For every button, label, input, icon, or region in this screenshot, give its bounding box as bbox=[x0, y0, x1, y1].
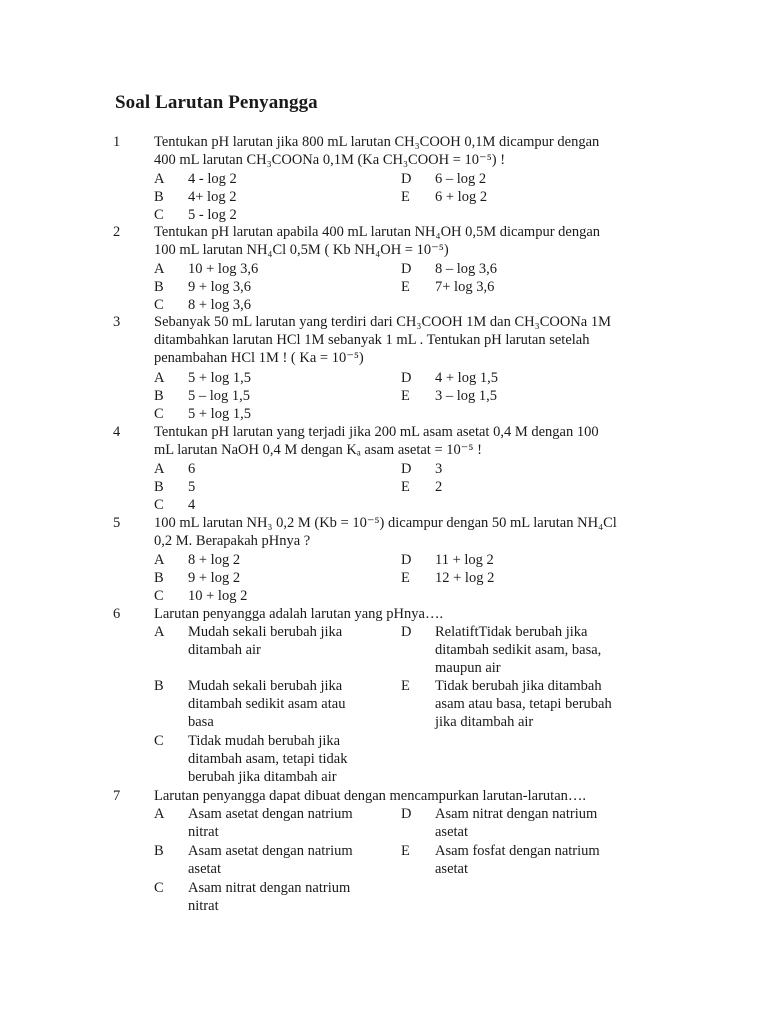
option-letter: C bbox=[154, 406, 164, 422]
question-text bbox=[154, 423, 654, 459]
question-text bbox=[154, 133, 654, 169]
option-letter: E bbox=[401, 479, 410, 495]
option-letter: B bbox=[154, 279, 164, 295]
question-number: 4 bbox=[113, 424, 121, 440]
question-number: 1 bbox=[113, 134, 121, 150]
option-text: 5 + log 1,5 bbox=[188, 370, 251, 386]
question-line: Larutan penyangga dapat dibuat dengan mencampurkan larutan-larutan…. bbox=[154, 788, 587, 804]
option-letter: A bbox=[154, 552, 165, 568]
option-text: Tidak mudah berubah jika ditambah asam, tetapi tidak berubah jika ditambah air bbox=[188, 733, 348, 786]
option-letter: B bbox=[154, 843, 164, 859]
question-text bbox=[154, 605, 654, 623]
option-letter: B bbox=[154, 570, 164, 586]
option-text: 10 + log 3,6 bbox=[188, 261, 259, 277]
option-text: 8 – log 3,6 bbox=[435, 261, 498, 277]
option-text: 12 + log 2 bbox=[435, 570, 495, 586]
option-letter: A bbox=[154, 461, 165, 477]
option-text: 6 bbox=[188, 461, 196, 477]
question-text bbox=[154, 514, 654, 550]
option-text: 2 bbox=[435, 479, 443, 495]
option-letter: E bbox=[401, 843, 410, 859]
option-text: Asam asetat dengan natrium asetat bbox=[188, 843, 353, 878]
option-text: 4 - log 2 bbox=[188, 171, 237, 187]
option-letter: D bbox=[401, 461, 412, 477]
option-letter: C bbox=[154, 497, 164, 513]
option-letter: B bbox=[154, 189, 164, 205]
option-text: 3 bbox=[435, 461, 443, 477]
option-letter: E bbox=[401, 678, 410, 694]
option-letter: D bbox=[401, 552, 412, 568]
option-letter: A bbox=[154, 261, 165, 277]
option-text: 7+ log 3,6 bbox=[435, 279, 495, 295]
question-line: 0,2 M. Berapakah pHnya ? bbox=[154, 533, 311, 550]
option-text: 9 + log 3,6 bbox=[188, 279, 251, 295]
page-title: Soal Larutan Penyangga bbox=[115, 92, 318, 113]
option-text: Mudah sekali berubah jika ditambah air bbox=[188, 624, 343, 659]
question-line: Larutan penyangga adalah larutan yang pHnya…. bbox=[154, 606, 444, 622]
option-text: 6 – log 2 bbox=[435, 171, 487, 187]
option-letter: C bbox=[154, 733, 164, 749]
option-letter: E bbox=[401, 570, 410, 586]
question-line: 100 mL larutan NH₄Cl 0,5M ( Kb NH₄OH = 10⁻⁵) bbox=[154, 242, 449, 259]
option-letter: D bbox=[401, 370, 412, 386]
question-text bbox=[154, 313, 654, 368]
option-text: Asam nitrat dengan natrium nitrat bbox=[188, 880, 351, 915]
question-line: 100 mL larutan NH₃ 0,2 M (Kb = 10⁻⁵) dicampur dengan 50 mL larutan NH₄Cl bbox=[154, 515, 617, 531]
option-letter: E bbox=[401, 189, 410, 205]
option-text: Mudah sekali berubah jika ditambah sedikit asam atau basa bbox=[188, 678, 346, 731]
question-line: Sebanyak 50 mL larutan yang terdiri dari CH₃COOH 1M dan CH₃COONa 1M bbox=[154, 314, 611, 330]
option-text: 10 + log 2 bbox=[188, 588, 248, 604]
option-letter: C bbox=[154, 297, 164, 313]
option-text: 4 bbox=[188, 497, 196, 513]
option-text: 5 – log 1,5 bbox=[188, 388, 251, 404]
question-line: mL larutan NaOH 0,4 M dengan Kₐ asam asetat = 10⁻⁵ ! bbox=[154, 442, 482, 459]
option-letter: C bbox=[154, 880, 164, 896]
option-letter: A bbox=[154, 806, 165, 822]
option-text: 5 - log 2 bbox=[188, 207, 237, 223]
option-letter: D bbox=[401, 261, 412, 277]
option-text: 8 + log 2 bbox=[188, 552, 241, 568]
option-letter: B bbox=[154, 479, 164, 495]
option-letter: E bbox=[401, 279, 410, 295]
option-letter: A bbox=[154, 370, 165, 386]
option-text: 5 + log 1,5 bbox=[188, 406, 251, 422]
option-letter: B bbox=[154, 678, 164, 694]
question-number: 5 bbox=[113, 515, 121, 531]
question-line: Tentukan pH larutan jika 800 mL larutan CH₃COOH 0,1M dicampur dengan bbox=[154, 134, 600, 150]
question-line: ditambahkan larutan HCl 1M sebanyak 1 mL . Tentukan pH larutan setelah bbox=[154, 332, 590, 349]
option-letter: C bbox=[154, 207, 164, 223]
option-text: Asam fosfat dengan natrium asetat bbox=[435, 843, 600, 878]
question-line: penambahan HCl 1M ! ( Ka = 10⁻⁵) bbox=[154, 350, 364, 367]
option-letter: A bbox=[154, 171, 165, 187]
option-text: Tidak berubah jika ditambah asam atau basa, tetapi berubah jika ditambah air bbox=[435, 678, 612, 731]
option-text: 9 + log 2 bbox=[188, 570, 241, 586]
option-letter: D bbox=[401, 171, 412, 187]
option-letter: A bbox=[154, 624, 165, 640]
option-letter: C bbox=[154, 588, 164, 604]
question-number: 7 bbox=[113, 788, 121, 804]
option-letter: D bbox=[401, 806, 412, 822]
option-letter: D bbox=[401, 624, 412, 640]
option-text: 4+ log 2 bbox=[188, 189, 237, 205]
question-line: Tentukan pH larutan apabila 400 mL larutan NH₄OH 0,5M dicampur dengan bbox=[154, 224, 601, 240]
option-text: Asam nitrat dengan natrium asetat bbox=[435, 806, 598, 841]
question-text bbox=[154, 787, 654, 805]
option-text: 6 + log 2 bbox=[435, 189, 488, 205]
option-letter: E bbox=[401, 388, 410, 404]
question-line: 400 mL larutan CH₃COONa 0,1M (Ka CH₃COOH = 10⁻⁵) ! bbox=[154, 152, 506, 169]
option-text: 3 – log 1,5 bbox=[435, 388, 498, 404]
option-text: Asam asetat dengan natrium nitrat bbox=[188, 806, 353, 841]
option-text: 11 + log 2 bbox=[435, 552, 494, 568]
option-text: 4 + log 1,5 bbox=[435, 370, 498, 386]
option-text: 8 + log 3,6 bbox=[188, 297, 251, 313]
question-number: 3 bbox=[113, 314, 121, 330]
question-text bbox=[154, 223, 654, 259]
option-letter: B bbox=[154, 388, 164, 404]
question-number: 6 bbox=[113, 606, 121, 622]
option-text: 5 bbox=[188, 479, 196, 495]
option-text: RelatiftTidak berubah jika ditambah sedikit asam, basa, maupun air bbox=[435, 624, 602, 677]
question-number: 2 bbox=[113, 224, 121, 240]
question-line: Tentukan pH larutan yang terjadi jika 200 mL asam asetat 0,4 M dengan 100 bbox=[154, 424, 599, 440]
